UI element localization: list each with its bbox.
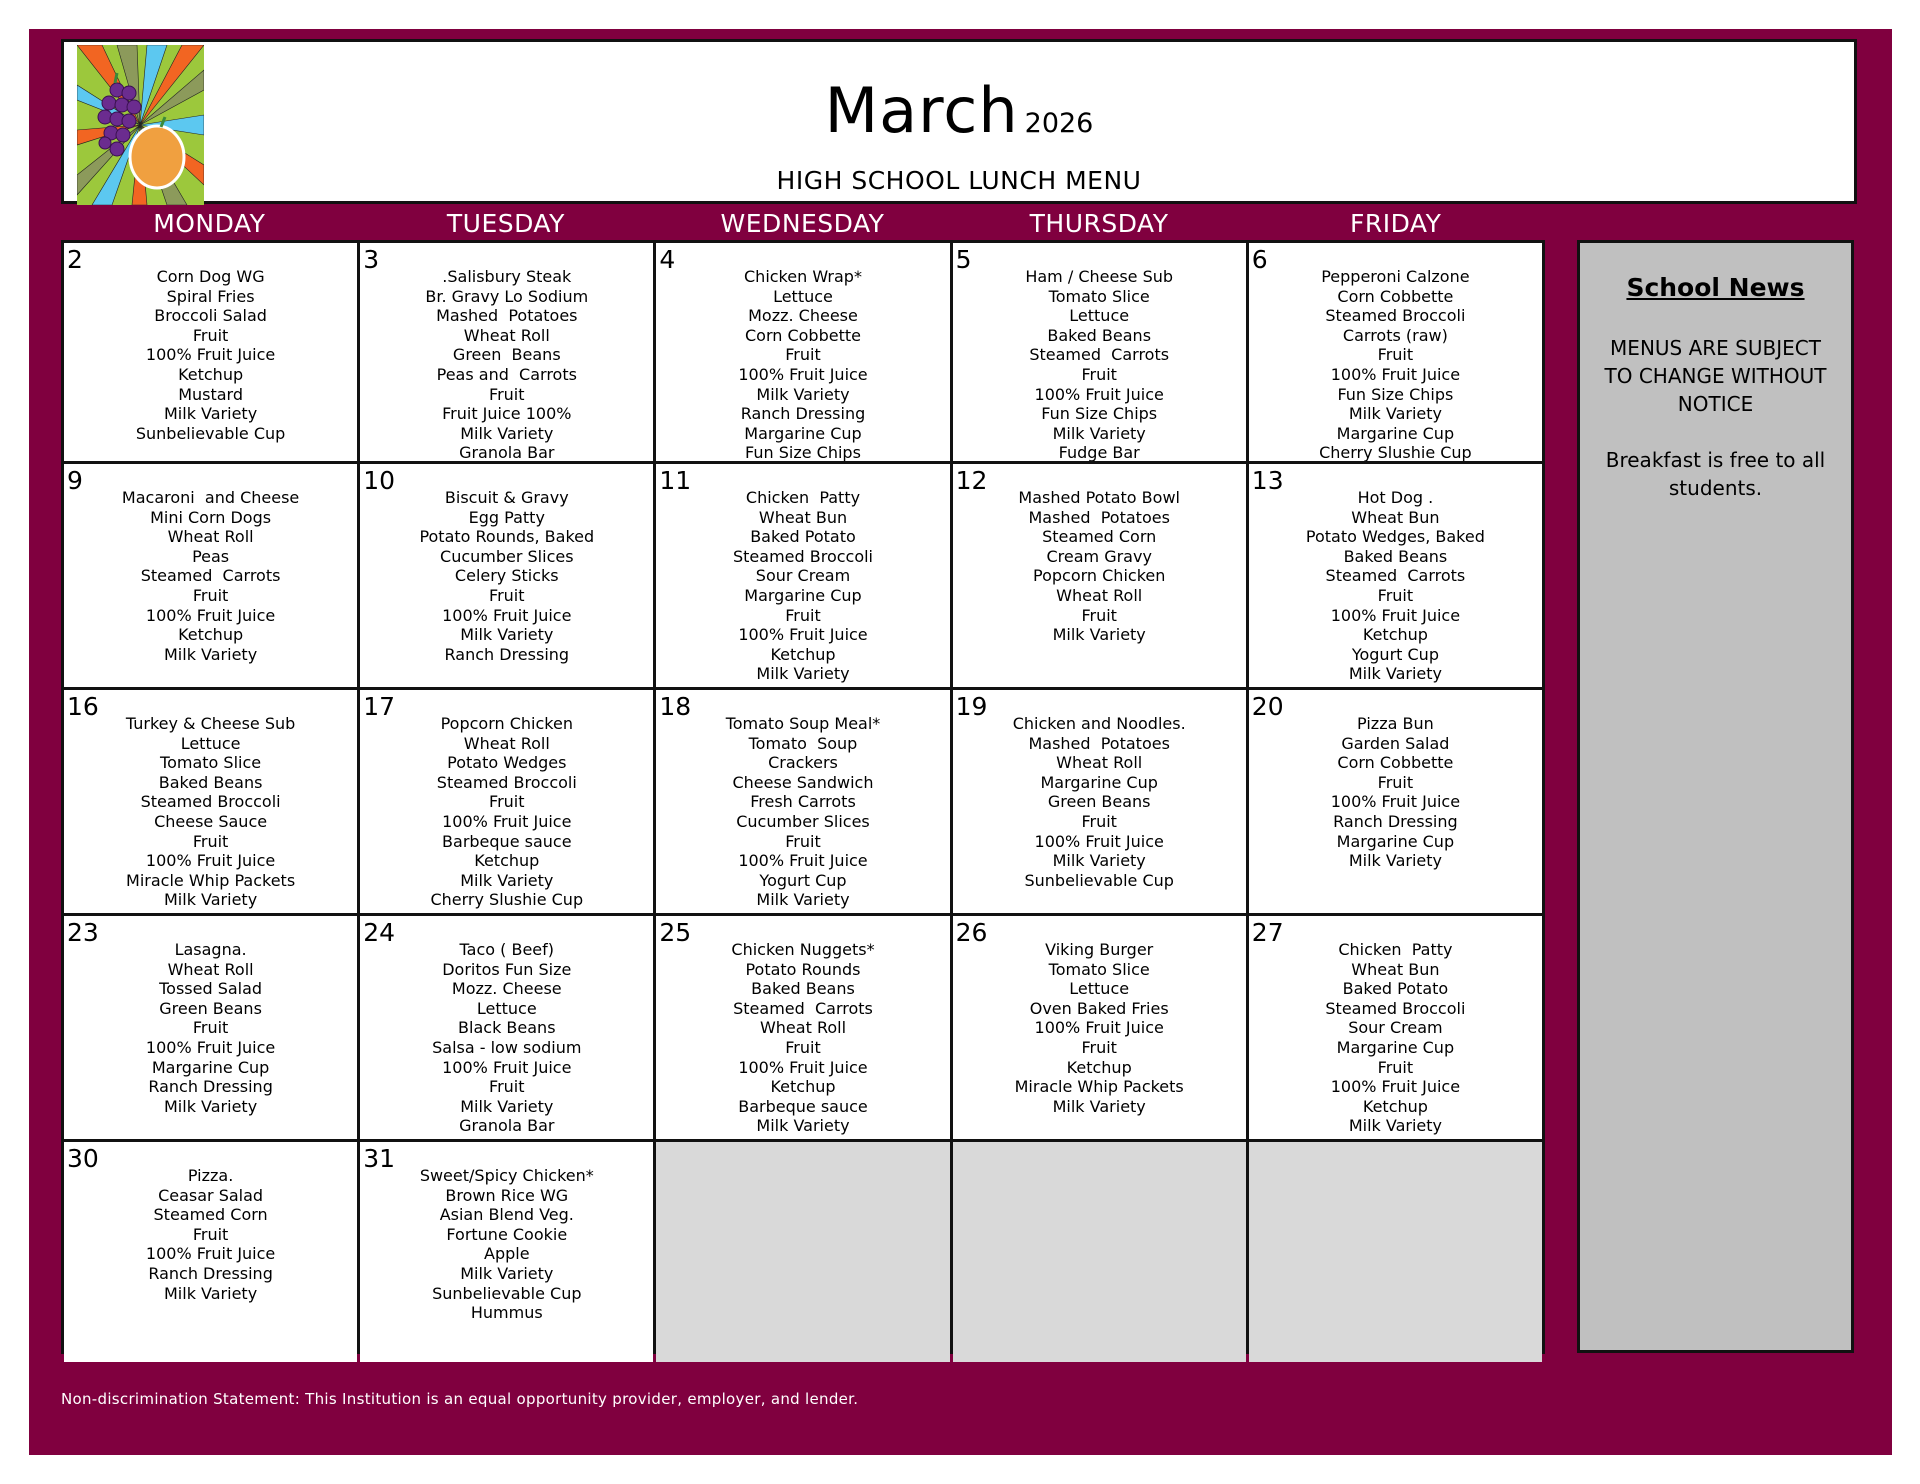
menu-item: Salsa - low sodium [432,1037,582,1057]
menu-item: Tomato Slice [160,753,262,773]
menu-item: Milk Variety [164,1283,258,1303]
day-cell [656,690,949,913]
menu-item: Fruit [192,585,229,605]
day-number: 3 [363,245,380,274]
menu-item: Spiral Fries [166,286,255,306]
menu-item: Fruit [785,1037,821,1057]
menu-item: Sunbelievable Cup [135,423,286,443]
menu-item: Fruit [489,792,525,812]
menu-item: Wheat Bun [1351,507,1440,527]
menu-item: Green Beans [452,345,561,365]
menu-item: Baked Beans [751,979,855,999]
menu-item: Tomato Slice [1048,959,1150,979]
menu-item: Milk Variety [1052,625,1146,645]
menu-item: Baked Beans [1343,546,1448,566]
empty-day-cell [1249,1142,1542,1362]
menu-item: Baked Potato [750,527,856,547]
menu-item: Pizza Bun [1357,714,1434,733]
menu-item: Steamed Carrots [733,998,873,1018]
menu-item: Ranch Dressing [444,644,570,664]
day-cell [360,916,653,1139]
day-number: 13 [1251,466,1284,495]
menu-item: Milk Variety [756,1116,850,1136]
menu-item: Ranch Dressing [740,404,866,424]
day-number: 25 [659,918,692,947]
menu-items-list [953,690,1246,890]
menu-item: Pepperoni Calzone [1321,267,1470,286]
day-number: 9 [67,466,83,495]
title-month: March [824,74,1019,147]
menu-item: Potato Wedges, Baked [1305,527,1485,547]
menu-items-list [953,243,1246,461]
menu-item: 100% Fruit Juice [738,625,868,645]
day-cell [656,464,949,687]
menu-item: Milk Variety [1052,851,1146,871]
menu-item: Baked Potato [1342,979,1449,999]
day-cell [360,243,653,461]
menu-item: Ketchup [1362,625,1428,645]
menu-item: Fun Size Chips [745,443,861,461]
menu-item: Baked Beans [1047,325,1152,345]
day-cell [64,243,357,461]
menu-item: Margarine Cup [1336,423,1455,443]
menu-item: Chicken Wrap* [744,267,862,286]
menu-item: Tossed Salad [159,979,263,999]
menu-item: Potato Rounds [745,959,861,979]
header [61,39,1857,204]
day-cell [656,916,949,1139]
menu-item: Wheat Bun [758,507,848,527]
menu-item: Sunbelievable Cup [1024,870,1174,890]
day-number: 18 [659,692,692,721]
menu-item: Mini Corn Dogs [150,507,272,527]
menu-item: 100% Fruit Juice [738,364,868,384]
menu-item: Fortune Cookie [446,1224,568,1244]
menu-item: Celery Sticks [454,566,559,586]
menu-item: Cherry Slushie Cup [1319,443,1472,461]
menu-item: Lettuce [180,733,241,753]
menu-item: Milk Variety [1348,664,1442,684]
menu-item: Milk Variety [1348,851,1442,871]
menu-item: Milk Variety [756,890,850,910]
menu-item: Fruit [192,831,229,851]
day-headers [61,208,1544,240]
menu-item: Corn Cobbette [1337,286,1454,306]
news-breakfast: Breakfast is free to all students. [1605,448,1826,500]
day-number: 26 [955,918,988,947]
menu-items-list [1249,690,1542,871]
menu-item: Barbeque sauce [738,1096,868,1116]
day-cell [1249,916,1542,1139]
menu-item: Ketchup [770,1077,836,1097]
menu-item: Milk Variety [460,870,554,890]
menu-item: Steamed Carrots [1029,345,1170,365]
menu-item: Macaroni and Cheese [121,488,300,507]
page-title [64,74,1854,147]
menu-items-list [1249,464,1542,684]
day-cell [656,243,949,461]
empty-day-cell [656,1142,949,1362]
menu-item: Ketchup [178,364,244,384]
menu-items-list [64,690,357,910]
menu-item: Chicken and Noodles. [1012,714,1186,733]
menu-item: Ketchup [1362,1096,1428,1116]
menu-item: Sweet/Spicy Chicken* [419,1166,594,1185]
menu-item: Sour Cream [1348,1018,1443,1038]
menu-item: Doritos Fun Size [442,959,572,979]
day-number: 24 [363,918,395,947]
menu-item: Fruit [192,325,229,345]
day-number: 5 [955,245,972,274]
menu-items-list [656,243,949,461]
menu-item: Fruit [1081,605,1117,625]
menu-item: Hummus [470,1303,543,1323]
menu-item: Tomato Slice [1048,286,1150,306]
menu-item: Ketchup [178,625,244,645]
menu-item: Cucumber Slices [440,546,574,566]
menu-item: Sunbelievable Cup [432,1283,582,1303]
menu-item: Fruit [489,384,525,404]
menu-item: Wheat Roll [759,1018,847,1038]
page-subtitle: HIGH SCHOOL LUNCH MENU [776,166,1142,195]
menu-item: Garden Salad [1341,733,1450,753]
menu-item: Brown Rice WG [445,1185,569,1205]
menu-item: Milk Variety [756,384,850,404]
menu-item: Wheat Roll [1056,753,1143,773]
menu-items-list [360,690,653,910]
menu-item: Ceasar Salad [158,1185,264,1205]
menu-item: Margarine Cup [1336,1037,1455,1057]
menu-item: Ham / Cheese Sub [1025,267,1174,286]
menu-item: Cheese Sandwich [732,772,874,792]
day-number: 17 [363,692,395,721]
day-number: 12 [955,466,988,495]
menu-item: Steamed Broccoli [1325,998,1466,1018]
day-number: 11 [659,466,692,495]
day-number: 2 [67,245,83,274]
menu-items-list [360,1142,653,1323]
menu-items-list [656,916,949,1136]
menu-item: Margarine Cup [744,423,862,443]
menu-item: Chicken Patty [1338,940,1453,959]
menu-item: Yogurt Cup [759,870,847,890]
day-number: 30 [67,1144,99,1173]
menu-item: Lettuce [773,286,833,306]
menu-items-list [64,243,357,443]
calendar-grid [61,240,1545,1354]
menu-item: Taco ( Beef) [459,940,555,959]
menu-item: Granola Bar [459,1116,555,1136]
menu-item: 100% Fruit Juice [1034,1018,1164,1038]
menu-item: Fruit [489,585,525,605]
menu-items-list [360,464,653,664]
day-cell [360,1142,653,1362]
menu-item: 100% Fruit Juice [738,1057,868,1077]
day-number: 16 [67,692,99,721]
menu-items-list [64,464,357,664]
menu-item: Fruit [489,1077,525,1097]
menu-item: Fruit [785,345,821,365]
menu-items-list [953,464,1246,645]
menu-item: Chicken Patty [745,488,861,507]
menu-item: 100% Fruit Juice [145,1244,276,1264]
menu-item: Miracle Whip Packets [1014,1077,1184,1097]
menu-item: Potato Rounds, Baked [419,527,595,547]
day-number: 23 [67,918,99,947]
menu-item: Wheat Bun [1351,959,1440,979]
menu-item: Fruit [1081,364,1117,384]
day-number: 6 [1251,245,1268,274]
menu-item: Steamed Carrots [1325,566,1466,586]
day-header-monday: MONDAY [153,209,266,238]
menu-items-list [953,916,1246,1116]
menu-item: 100% Fruit Juice [442,811,572,831]
menu-item: Fruit [1377,345,1414,365]
menu-item: Chicken Nuggets* [731,940,875,959]
menu-item: Steamed Carrots [140,566,281,586]
menu-item: Ketchup [474,851,540,871]
menu-item: Cucumber Slices [736,811,870,831]
day-number: 4 [659,245,676,274]
menu-item: Black Beans [458,1018,556,1038]
day-number: 19 [955,692,988,721]
day-cell [64,464,357,687]
menu-items-list [1249,243,1542,461]
day-cell [360,690,653,913]
menu-item: Barbeque sauce [442,831,572,851]
menu-item: Ketchup [770,644,836,664]
menu-item: Milk Variety [164,404,258,424]
menu-item: Tomato Soup Meal* [725,714,881,733]
menu-items-list [656,464,949,684]
menu-item: Milk Variety [460,625,554,645]
menu-item: Steamed Corn [1042,527,1157,547]
menu-item: 100% Fruit Juice [145,605,276,625]
menu-item: 100% Fruit Juice [442,1057,572,1077]
menu-item: Wheat Roll [1056,585,1143,605]
menu-item: Br. Gravy Lo Sodium [425,286,589,306]
menu-item: Broccoli Salad [154,306,267,326]
menu-item: Turkey & Cheese Sub [125,714,296,733]
day-cell [953,464,1246,687]
menu-item: Biscuit & Gravy [444,488,569,507]
news-notice: MENUS ARE SUBJECT TO CHANGE WITHOUT NOTICE [1604,336,1827,416]
menu-item: Cream Gravy [1046,546,1152,566]
day-header-thursday: THURSDAY [1029,209,1169,238]
menu-item: Ranch Dressing [148,1263,273,1283]
menu-item: 100% Fruit Juice [1330,605,1461,625]
menu-item: Fruit [1377,585,1414,605]
day-cell [64,916,357,1139]
menu-item: Fruit [1081,1037,1117,1057]
menu-item: Fruit Juice 100% [442,404,572,424]
menu-item: Corn Cobbette [744,325,861,345]
menu-item: Milk Variety [1052,423,1146,443]
menu-item: 100% Fruit Juice [1330,364,1461,384]
menu-item: Lasagna. [174,940,247,959]
menu-item: Milk Variety [164,644,258,664]
menu-item: Milk Variety [1052,1096,1146,1116]
menu-item: Asian Blend Veg. [439,1205,574,1225]
menu-item: Mustard [178,384,243,404]
menu-item: Sour Cream [755,566,851,586]
menu-item: Lettuce [1069,306,1130,326]
day-cell [953,243,1246,461]
menu-item: Popcorn Chicken [440,714,573,733]
non-discrimination-statement: Non-discrimination Statement: This Institution is an equal opportunity provider, employer, and lender. [61,1390,859,1408]
day-cell [1249,464,1542,687]
menu-item: Fresh Carrots [750,792,856,812]
menu-item: Ketchup [1066,1057,1132,1077]
day-number: 20 [1251,692,1284,721]
menu-items-list [64,1142,357,1303]
menu-item: 100% Fruit Juice [1330,1077,1461,1097]
menu-item: Mashed Potatoes [1028,507,1170,527]
menu-item: Mashed Potatoes [436,306,578,326]
menu-item: Popcorn Chicken [1033,566,1166,586]
menu-item: Granola Bar [459,443,555,461]
menu-item: 100% Fruit Juice [1034,384,1164,404]
menu-item: Yogurt Cup [1351,644,1439,664]
day-cell [64,1142,357,1362]
menu-item: Hot Dog . [1357,488,1434,507]
title-year: 2026 [1024,108,1094,139]
menu-item: Steamed Corn [153,1205,268,1225]
menu-item: Fruit [785,605,821,625]
menu-item: Viking Burger [1045,940,1154,959]
menu-item: Milk Variety [1348,404,1442,424]
menu-item: Margarine Cup [744,585,862,605]
menu-item: Miracle Whip Packets [126,870,296,890]
menu-item: Green Beans [159,998,262,1018]
menu-items-list [64,916,357,1116]
day-cell [953,916,1246,1139]
menu-item: Fun Size Chips [1337,384,1454,404]
menu-item: Steamed Broccoli [436,772,577,792]
day-cell [1249,243,1542,461]
menu-item: Milk Variety [164,1096,258,1116]
day-cell [360,464,653,687]
menu-item: Milk Variety [460,423,554,443]
menu-item: Mozz. Cheese [748,306,858,326]
empty-day-cell [953,1142,1246,1362]
menu-item: Lettuce [476,998,537,1018]
menu-item: Lettuce [1069,979,1130,999]
menu-item: Wheat Roll [463,733,550,753]
menu-item: Egg Patty [468,507,545,527]
menu-items-list [1249,916,1542,1136]
menu-item: Milk Variety [756,664,850,684]
menu-items-list [360,916,653,1136]
day-header-tuesday: TUESDAY [446,209,565,238]
menu-item: Steamed Broccoli [732,546,873,566]
day-number: 27 [1251,918,1284,947]
menu-items-list [360,243,653,461]
menu-item: Potato Wedges [447,753,567,773]
menu-item: Margarine Cup [1040,772,1158,792]
menu-item: Fun Size Chips [1041,404,1158,424]
menu-item: Fruit [1377,772,1414,792]
menu-item: 100% Fruit Juice [1034,831,1164,851]
menu-item: Margarine Cup [1336,831,1455,851]
menu-item: Ranch Dressing [1333,811,1458,831]
menu-item: Fruit [192,1224,229,1244]
news-title: School News [1626,273,1805,302]
menu-item: Milk Variety [460,1263,554,1283]
menu-item: Tomato Soup [748,733,858,753]
day-number: 10 [363,466,395,495]
day-cell [64,690,357,913]
menu-item: 100% Fruit Juice [145,345,276,365]
day-number: 31 [363,1144,395,1173]
menu-item: Corn Cobbette [1337,753,1454,773]
menu-item: Peas and Carrots [436,364,577,384]
menu-item: Oven Baked Fries [1029,998,1169,1018]
day-cell [1249,690,1542,913]
menu-item: Corn Dog WG [156,267,265,286]
menu-item: 100% Fruit Juice [442,605,572,625]
menu-item: Carrots (raw) [1342,325,1448,345]
menu-item: Milk Variety [460,1096,554,1116]
menu-item: Cheese Sauce [154,811,268,831]
menu-item: Fruit [192,1018,229,1038]
menu-item: 100% Fruit Juice [145,851,276,871]
menu-item: Green Beans [1047,792,1151,812]
menu-item: Apple [484,1244,530,1264]
school-news-panel [1577,240,1854,1353]
menu-item: 100% Fruit Juice [1330,792,1461,812]
menu-item: Peas [192,546,230,566]
menu-item: Ranch Dressing [148,1077,273,1097]
menu-item: Pizza. [187,1166,234,1185]
day-header-wednesday: WEDNESDAY [720,209,885,238]
day-cell [953,690,1246,913]
menu-items-list [656,690,949,910]
menu-item: 100% Fruit Juice [145,1037,276,1057]
day-header-friday: FRIDAY [1349,209,1442,238]
menu-item: Milk Variety [1348,1116,1442,1136]
menu-item: Mashed Potatoes [1028,733,1170,753]
menu-item: Crackers [768,753,838,773]
menu-item: Milk Variety [164,890,258,910]
menu-item: Baked Beans [158,772,263,792]
menu-item: Mozz. Cheese [451,979,562,999]
menu-item: Wheat Roll [463,325,550,345]
menu-item: .Salisbury Steak [442,267,572,286]
menu-item: Wheat Roll [167,959,254,979]
menu-item: Margarine Cup [151,1057,270,1077]
menu-item: 100% Fruit Juice [738,851,868,871]
menu-item: Wheat Roll [167,527,254,547]
menu-item: Fruit [785,831,821,851]
menu-item: Fruit [1377,1057,1414,1077]
menu-item: Steamed Broccoli [140,792,281,812]
menu-item: Fudge Bar [1058,443,1140,461]
menu-item: Fruit [1081,811,1117,831]
menu-item: Mashed Potato Bowl [1018,488,1180,507]
menu-item: Cherry Slushie Cup [430,890,584,910]
menu-item: Steamed Broccoli [1325,306,1466,326]
